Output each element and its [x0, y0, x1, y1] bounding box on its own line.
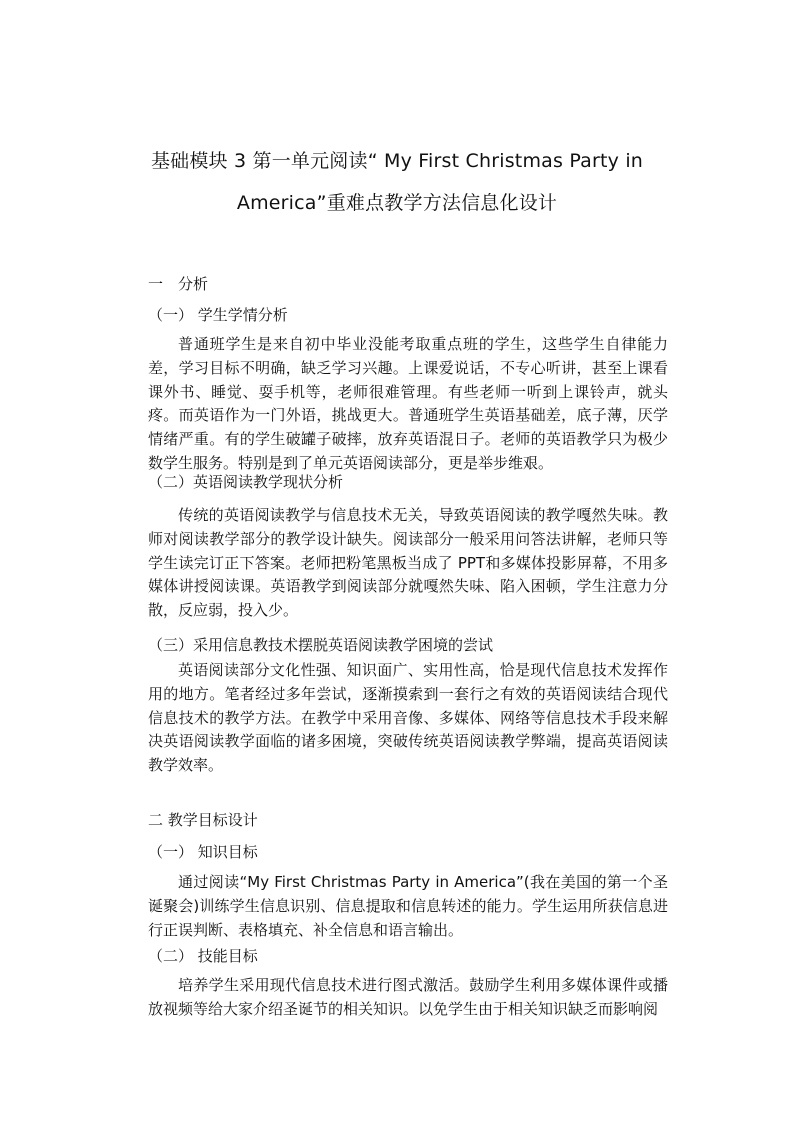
section-1-sub-2-body: 传统的英语阅读教学与信息技术无关，导致英语阅读的教学嘎然失味。教师对阅读教学部分的教学设计缺失。阅读部分一般采用问答法讲解，老师只等学生读完订正下答案。老师把粉笔黑板当成了 PPT和多媒体投影屏幕，不用多媒体讲授阅读课。英语教学到阅读部分就嘎然失味、陷入困顿，学生注意力分散，反应弱，投入少。 [148, 506, 668, 620]
document-title-line-2: America”重难点教学方法信息化设计 [236, 192, 558, 214]
section-2-sub-1-heading: （一） 知识目标 [148, 843, 258, 861]
section-1-sub-1-body: 普通班学生是来自初中毕业没能考取重点班的学生，这些学生自律能力差，学习目标不明确，缺乏学习兴趣。上课爱说话，不专心听讲，甚至上课看课外书、睡觉、耍手机等，老师很难管理。有些老师一听到上课铃声，就头疼。而英语作为一门外语，挑战更大。普通班学生英语基础差，底子薄，厌学情绪严重。有的学生破罐子破摔，放弃英语混日子。老师的英语教学只为极少数学生服务。特别是到了单元英语阅读部分，更是举步维艰。 [148, 335, 668, 472]
section-1-sub-3-body: 英语阅读部分文化性强、知识面广、实用性高，恰是现代信息技术发挥作用的地方。笔者经过多年尝试，逐渐摸索到一套行之有效的英语阅读结合现代信息技术的教学方法。在教学中采用音像、多媒体、网络等信息技术手段来解决英语阅读教学面临的诸多困境，突破传统英语阅读教学弊端，提高英语阅读教学效率。 [148, 661, 668, 775]
section-1-sub-3-heading: （三）采用信息教技术摆脱英语阅读教学困境的尝试 [148, 636, 494, 654]
section-2-sub-2-body: 培养学生采用现代信息技术进行图式激活。鼓励学生利用多媒体课件或播放视频等给大家介绍圣诞节的相关知识。以免学生由于相关知识缺乏而影响阅 [148, 976, 668, 1018]
section-2-heading: 二 教学目标设计 [148, 811, 258, 829]
section-1-heading: 一 分析 [148, 275, 209, 293]
section-2-sub-1-body: 通过阅读“My First Christmas Party in America”(我在美国的第一个圣诞聚会)训练学生信息识别、信息提取和信息转述的能力。学生运用所获信息进行正误判断、表格填充、补全信息和语言输出。 [148, 873, 668, 939]
section-1-sub-2-heading: （二）英语阅读教学现状分析 [148, 473, 344, 491]
section-1-sub-1-heading: （一） 学生学情分析 [148, 306, 288, 324]
section-2-sub-2-heading: （二） 技能目标 [148, 947, 258, 965]
document-title-line-1: 基础模块 3 第一单元阅读“ My First Christmas Party in [150, 150, 644, 172]
